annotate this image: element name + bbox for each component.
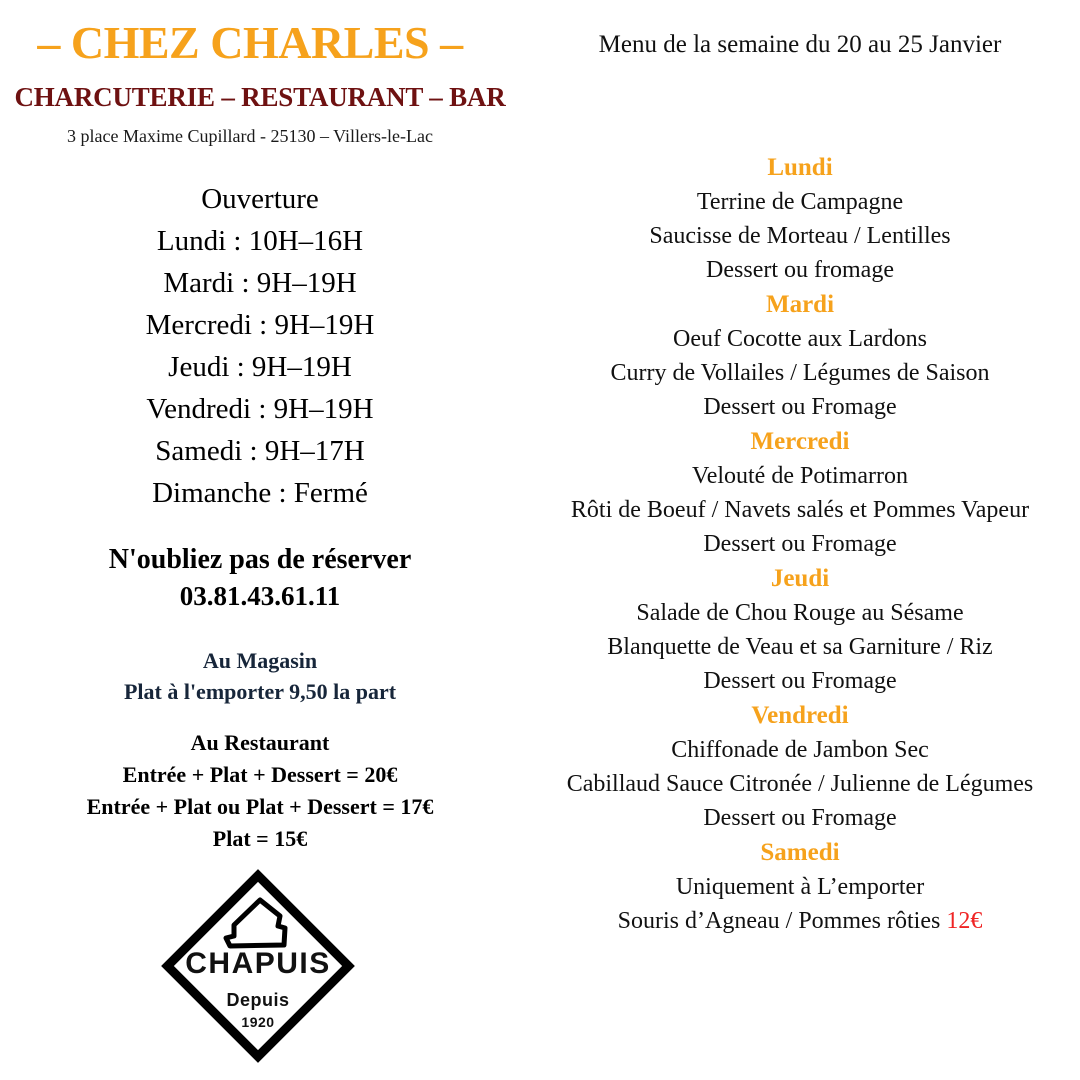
restaurant-offer-block [0, 727, 520, 855]
menu-dish-entree: Oeuf Cocotte aux Lardons [673, 326, 927, 352]
shop-offer-block [0, 645, 520, 707]
hours-row-samedi: Samedi : 9H–17H [155, 435, 365, 467]
brand-subtitle: CHARCUTERIE – RESTAURANT – BAR [14, 82, 506, 112]
opening-hours-block [0, 178, 520, 514]
menu-dish-plat: Saucisse de Morteau / Lentilles [649, 223, 951, 249]
menu-dish-entree: Velouté de Potimarron [692, 463, 908, 489]
chapuis-logo-svg [148, 856, 368, 1076]
right-column [520, 0, 1080, 1080]
shop-offer-title: Au Magasin [202, 648, 318, 673]
menu-day-name: Mardi [765, 291, 835, 318]
shop-offer-line: Plat à l'emporter 9,50 la part [123, 679, 397, 704]
brand-title: – CHEZ CHARLES – [37, 17, 463, 68]
menu-dish-plat [510, 904, 1080, 938]
logo-since-year: 1920 [241, 1014, 275, 1030]
chalet-icon [226, 900, 285, 946]
left-column [0, 0, 520, 1080]
menu-day-mercredi [510, 424, 1080, 561]
menu-day-name: Jeudi [770, 565, 830, 592]
weekly-menu-list [510, 150, 1080, 938]
menu-day-name: Mercredi [750, 428, 850, 455]
menu-day-name: Samedi [760, 839, 840, 866]
menu-day-samedi [510, 835, 1080, 938]
restaurant-price-formule-complete: Entrée + Plat + Dessert = 20€ [122, 762, 398, 787]
menu-dish-dessert: Dessert ou Fromage [703, 805, 897, 831]
menu-dish-dessert: Dessert ou fromage [706, 257, 894, 283]
menu-day-name: Vendredi [751, 702, 849, 729]
menu-dish-plat: Cabillaud Sauce Citronée / Julienne de Légumes [566, 771, 1034, 797]
restaurant-price-formule-duo: Entrée + Plat ou Plat + Dessert = 17€ [86, 794, 434, 819]
menu-dish-entree: Terrine de Campagne [696, 189, 904, 215]
menu-dish-entree: Salade de Chou Rouge au Sésame [636, 600, 964, 626]
restaurant-offer-title: Au Restaurant [190, 730, 330, 755]
menu-dish-dessert: Dessert ou Fromage [703, 394, 897, 420]
hours-row-jeudi: Jeudi : 9H–19H [168, 351, 352, 383]
menu-dish-dessert: Dessert ou Fromage [703, 531, 897, 557]
menu-dish-plat: Curry de Vollailes / Légumes de Saison [610, 360, 990, 386]
hours-row-mercredi: Mercredi : 9H–19H [145, 309, 375, 341]
menu-day-vendredi [510, 698, 1080, 835]
menu-dish-takeaway-note: Uniquement à L’emporter [675, 874, 925, 900]
menu-day-lundi [510, 150, 1080, 287]
restaurant-price-plat-seul: Plat = 15€ [212, 826, 308, 851]
menu-dish-plat: Blanquette de Veau et sa Garniture / Riz [607, 634, 993, 660]
menu-dish-plat-label: Souris d’Agneau / Pommes rôties [617, 908, 947, 934]
chapuis-logo [148, 856, 368, 1076]
menu-dish-plat: Rôti de Boeuf / Navets salés et Pommes Vapeur [570, 497, 1030, 523]
menu-day-name: Lundi [767, 154, 833, 181]
menu-day-jeudi [510, 561, 1080, 698]
menu-day-mardi [510, 287, 1080, 424]
menu-dish-entree: Chiffonade de Jambon Sec [671, 737, 929, 763]
menu-dish-plat-price: 12€ [946, 908, 983, 934]
menu-dish-dessert: Dessert ou Fromage [703, 668, 897, 694]
opening-hours-heading: Ouverture [201, 183, 319, 215]
logo-brand-name: CHAPUIS [185, 947, 331, 980]
reservation-callout: N'oubliez pas de réserver [108, 544, 412, 575]
menu-week-title: Menu de la semaine du 20 au 25 Janvier [598, 31, 1002, 58]
brand-address: 3 place Maxime Cupillard - 25130 – Villers-le-Lac [67, 126, 433, 146]
hours-row-vendredi: Vendredi : 9H–19H [146, 393, 374, 425]
logo-since-label: Depuis [226, 990, 290, 1010]
hours-row-mardi: Mardi : 9H–19H [163, 267, 357, 299]
hours-row-lundi: Lundi : 10H–16H [156, 225, 364, 257]
reservation-phone[interactable]: 03.81.43.61.11 [179, 581, 341, 611]
hours-row-dimanche: Dimanche : Fermé [152, 477, 368, 509]
